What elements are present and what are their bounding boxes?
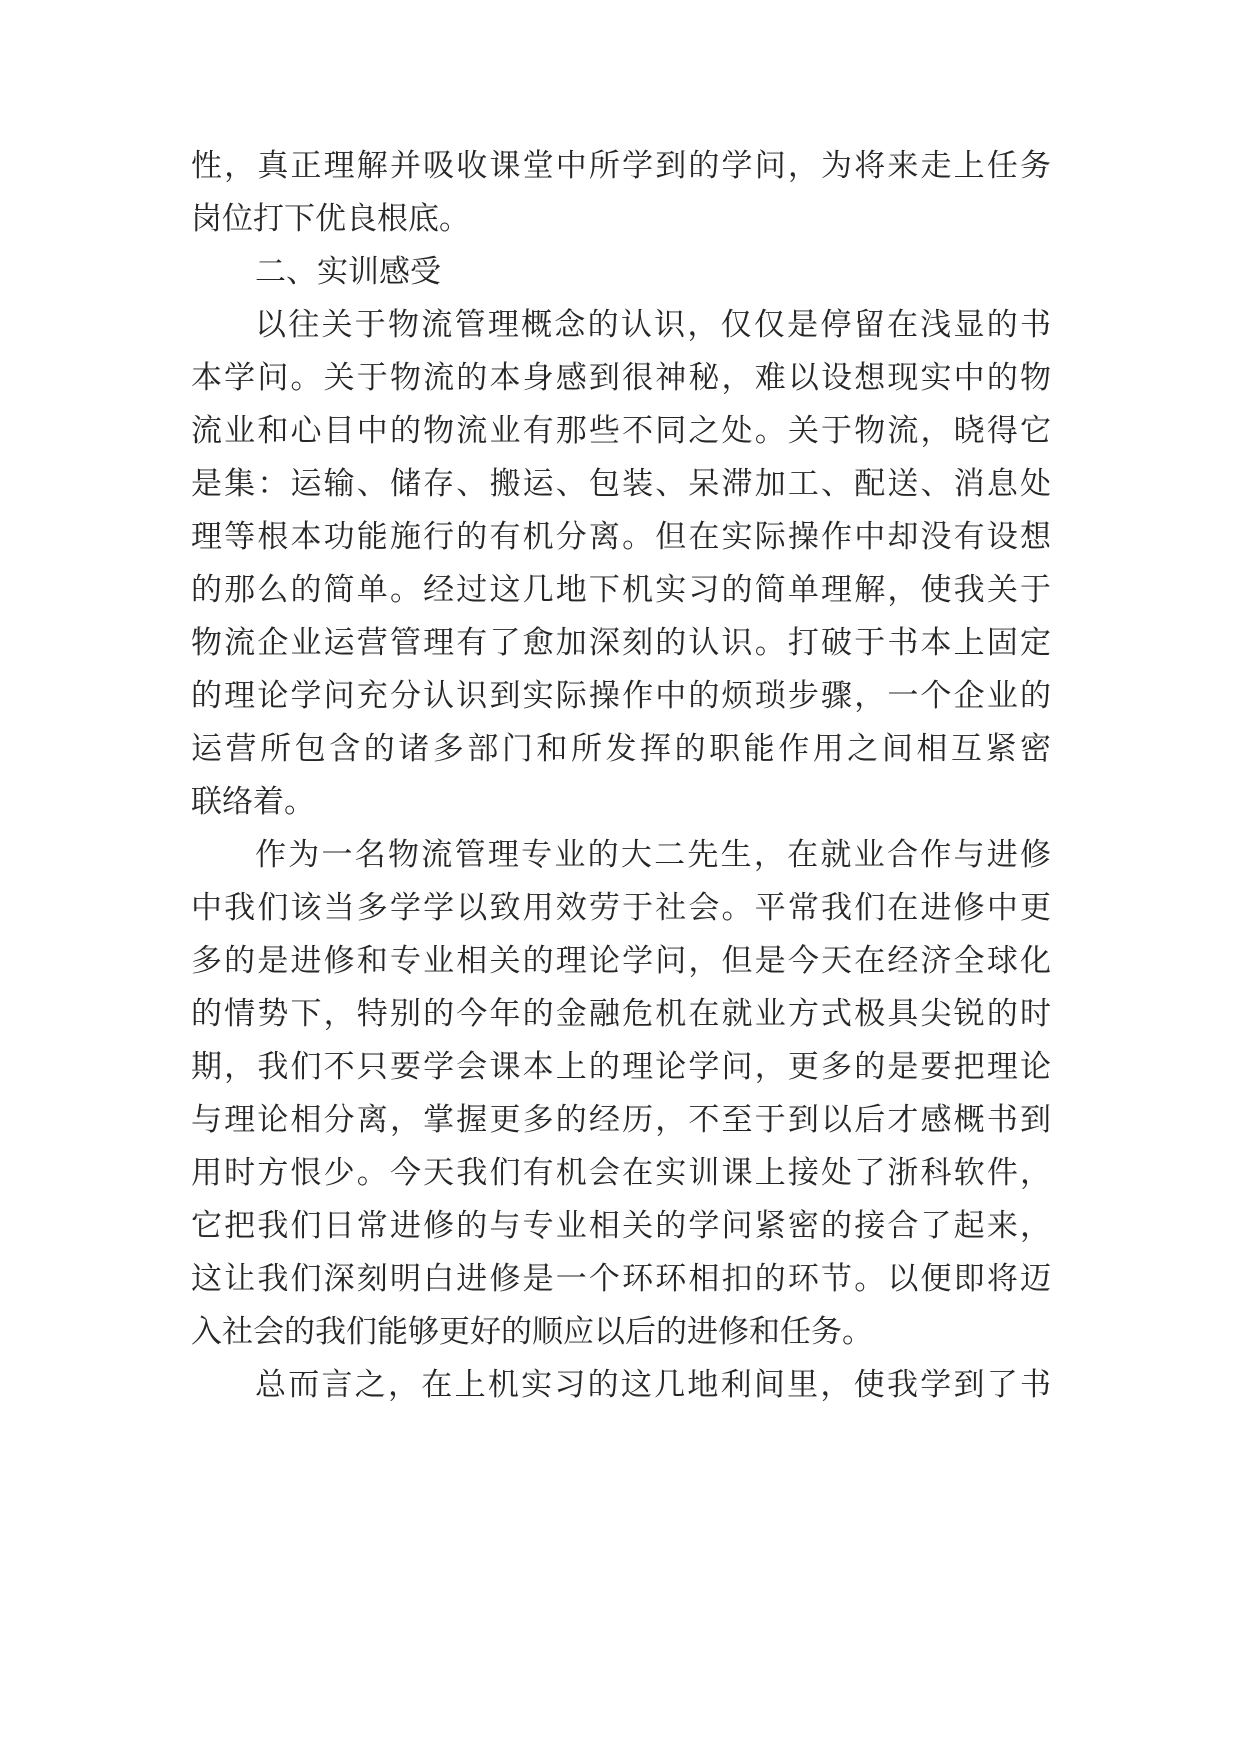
text-line: 性，真正理解并吸收课堂中所学到的学问，为将来走上任务: [191, 148, 1051, 184]
text-line: 的那么的简单。经过这几地下机实习的简单理解，使我关于: [191, 572, 1051, 608]
text-line: 作为一名物流管理专业的大二先生，在就业合作与进修: [255, 837, 1051, 873]
text-line: 物流企业运营管理有了愈加深刻的认识。打破于书本上固定: [191, 625, 1051, 661]
text-line: 入社会的我们能够更好的顺应以后的进修和任务。: [191, 1314, 873, 1350]
section-heading: 二、实训感受: [255, 254, 441, 290]
text-line: 用时方恨少。今天我们有机会在实训课上接处了浙科软件，: [191, 1155, 1051, 1191]
text-line: 总而言之，在上机实习的这几地利间里，使我学到了书: [255, 1367, 1051, 1403]
text-line: 联络着。: [191, 784, 315, 820]
text-line: 中我们该当多学学以致用效劳于社会。平常我们在进修中更: [191, 890, 1051, 926]
text-line: 本学问。关于物流的本身感到很神秘，难以设想现实中的物: [191, 360, 1051, 396]
text-line: 这让我们深刻明白进修是一个环环相扣的环节。以便即将迈: [191, 1261, 1051, 1297]
text-line: 的理论学问充分认识到实际操作中的烦琐步骤，一个企业的: [191, 678, 1051, 714]
text-line: 以往关于物流管理概念的认识，仅仅是停留在浅显的书: [255, 307, 1051, 343]
text-line: 岗位打下优良根底。: [191, 201, 470, 237]
text-line: 是集：运输、储存、搬运、包装、呆滞加工、配送、消息处: [191, 466, 1051, 502]
text-line: 多的是进修和专业相关的理论学问，但是今天在经济全球化: [191, 943, 1051, 979]
text-line: 与理论相分离，掌握更多的经历，不至于到以后才感概书到: [191, 1102, 1051, 1138]
text-line: 理等根本功能施行的有机分离。但在实际操作中却没有设想: [191, 519, 1051, 555]
text-line: 期，我们不只要学会课本上的理论学问，更多的是要把理论: [191, 1049, 1051, 1085]
text-line: 它把我们日常进修的与专业相关的学问紧密的接合了起来，: [191, 1208, 1051, 1244]
text-line: 运营所包含的诸多部门和所发挥的职能作用之间相互紧密: [191, 731, 1051, 767]
text-line: 的情势下，特别的今年的金融危机在就业方式极具尖锐的时: [191, 996, 1051, 1032]
text-line: 流业和心目中的物流业有那些不同之处。关于物流，晓得它: [191, 413, 1051, 449]
